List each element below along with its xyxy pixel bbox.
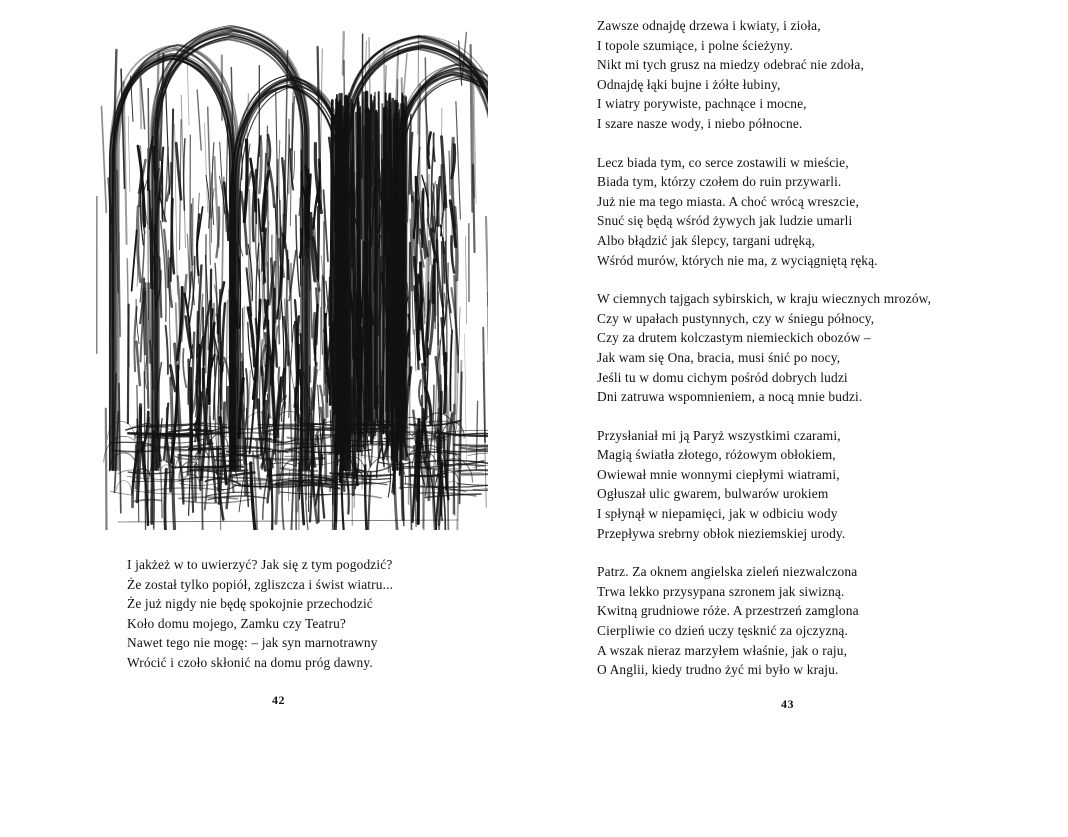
verse-line: Cierpliwie co dzień uczy tęsknić za ojczyzną. xyxy=(597,623,849,639)
left-stanza xyxy=(127,555,393,692)
verse-line: Że już nigdy nie będę spokojnie przechodzić xyxy=(127,596,373,612)
right-stanzas xyxy=(597,16,931,699)
verse-line: Ogłuszał ulic gwarem, bulwarów urokiem xyxy=(597,486,829,502)
verse-line: Biada tym, którzy czołem do ruin przywarli. xyxy=(597,174,842,190)
verse-line: I spłynął w niepamięci, jak w odbiciu wody xyxy=(597,506,838,522)
verse-line: Zawsze odnajdę drzewa i kwiaty, i zioła, xyxy=(597,18,821,33)
verse-line: Przysłaniał mi ją Paryż wszystkimi czarami, xyxy=(597,427,841,443)
verse-line: W ciemnych tajgach sybirskich, w kraju wiecznych mrozów, xyxy=(597,291,932,307)
verse-line: Że został tylko popiół, zgliszcza i świst wiatru... xyxy=(127,576,394,592)
verse-line: Magią światła złotego, różowym obłokiem, xyxy=(597,447,836,463)
verse-line: I wiatry porywiste, pachnące i mocne, xyxy=(597,96,807,112)
stanza xyxy=(597,16,931,134)
verse-line: Lecz biada tym, co serce zostawili w mieście, xyxy=(597,154,849,170)
verse-line: Albo błądzić jak ślepcy, targani udręką, xyxy=(597,232,815,248)
verse-line: Nawet tego nie mogę: – jak syn marnotrawny xyxy=(127,635,378,651)
ink-sketch-illustration xyxy=(96,22,488,530)
page-number: 42 xyxy=(272,693,285,707)
verse-line: Trwa lekko przysypana szronem jak siwizną. xyxy=(597,583,845,599)
verse-line: Czy za drutem kolczastym niemieckich obozów – xyxy=(597,330,871,346)
verse-line: A wszak nieraz marzyłem właśnie, jak o raju, xyxy=(597,642,848,658)
verse-line: I jakżeż w to uwierzyć? Jak się z tym pogodzić? xyxy=(127,557,393,572)
verse-line: Koło domu mojego, Zamku czy Teatru? xyxy=(127,615,347,631)
verse-line: Nikt mi tych grusz na miedzy odebrać nie zdoła, xyxy=(597,57,864,73)
right-page xyxy=(534,0,1068,837)
stanza xyxy=(127,555,393,673)
stanza xyxy=(597,426,931,544)
verse-line: O Anglii, kiedy trudno żyć mi było w kraju. xyxy=(597,662,839,678)
verse-line: I szare nasze wody, i niebo północne. xyxy=(597,115,803,131)
stanza xyxy=(597,562,931,680)
stanza xyxy=(597,153,931,271)
verse-line: Wśród murów, których nie ma, z wyciągniętą ręką. xyxy=(597,252,878,268)
verse-line: Owiewał mnie wonnymi ciepłymi wiatrami, xyxy=(597,466,840,482)
verse-line: Przepływa srebrny obłok nieziemskiej urody. xyxy=(597,525,846,541)
stanza xyxy=(597,289,931,407)
verse-line: Już nie ma tego miasta. A choć wrócą wreszcie, xyxy=(597,193,859,209)
verse-line: Czy w upałach pustynnych, czy w śniegu północy, xyxy=(597,310,875,326)
verse-line: Patrz. Za oknem angielska zieleń niezwalczona xyxy=(597,564,858,580)
ink-sketch-cathedral-ruins-icon xyxy=(96,22,488,530)
verse-line: Jeśli tu w domu cichym pośród dobrych ludzi xyxy=(597,369,848,385)
verse-line: Kwitną grudniowe róże. A przestrzeń zamglona xyxy=(597,603,859,619)
verse-line: Snuć się będą wśród żywych jak ludzie umarli xyxy=(597,213,853,229)
page-number: 43 xyxy=(781,697,794,711)
verse-line: Jak wam się Ona, bracia, musi śnić po nocy, xyxy=(597,349,841,365)
verse-line: I topole szumiące, i polne ścieżyny. xyxy=(597,37,794,53)
verse-line: Dni zatruwa wspomnieniem, a nocą mnie budzi. xyxy=(597,389,863,405)
verse-line: Odnajdę łąki bujne i żółte łubiny, xyxy=(597,76,781,92)
verse-line: Wrócić i czoło skłonić na domu próg dawny. xyxy=(127,654,373,670)
